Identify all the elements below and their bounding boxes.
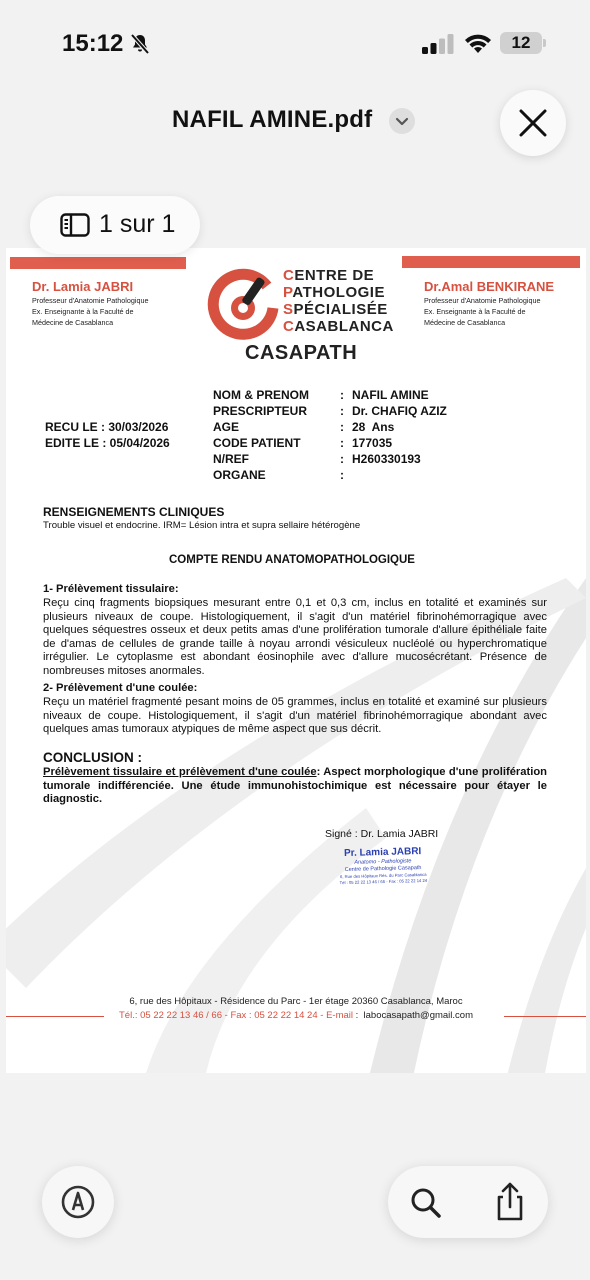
clinical-heading: RENSEIGNEMENTS CLINIQUES [43,505,225,519]
conclusion-heading: CONCLUSION : [43,750,142,765]
battery-cap [543,39,546,47]
stamp-phone: Tél : 05 22 22 13 46 / 66 - Fax : 05 22 22 14 24 [339,877,428,886]
patient-label-name: NOM & PRENOM [213,388,309,402]
patient-label-prescriber: PRESCRIPTEUR [213,404,308,418]
bell-slash-icon [128,32,152,56]
received-date: RECU LE : 30/03/2026 [45,420,169,434]
section1-heading: 1- Prélèvement tissulaire: [43,583,179,595]
signature-stamp [328,846,439,887]
clinical-text: Trouble visuel et endocrine. IRM= Lésion intra et supra sellaire hétérogène [43,520,361,531]
markup-icon [42,1166,114,1238]
page-indicator[interactable] [30,196,200,254]
logo-line-1: CENTRE DE [283,267,375,284]
patient-age: 28 Ans [352,420,395,434]
patient-colon: : [340,452,344,466]
pdf-page[interactable] [6,248,586,1073]
conclusion-text: Prélèvement tissulaire et prélèvement d'une coulée: Aspect morphologique d'une prolifération tumorale indifférenciée. Une étude immunohistochimique est nécessaire pour étayer le diagnostic. [43,766,547,806]
patient-colon: : [340,420,344,434]
signature-label: Signé : Dr. Lamia JABRI [325,828,439,840]
close-button[interactable] [500,90,566,156]
patient-colon: : [340,404,344,418]
report-title: COMPTE RENDU ANATOMOPATHOLOGIQUE [169,554,415,566]
patient-label-ref: N/REF [213,452,249,466]
left-doctor-title-2: Ex. Enseignante à la Faculté de [32,307,134,316]
patient-ref: H260330193 [352,452,421,466]
document-title[interactable]: NAFIL AMINE.pdf [172,106,373,133]
patient-prescriber: Dr. CHAFIQ AZIZ [352,404,447,418]
patient-code: 177035 [352,436,393,450]
logo-line-4: CASABLANCA [283,318,394,335]
logo-line-3: SPÉCIALISÉE [283,301,388,318]
right-doctor-name: Dr.Amal BENKIRANE [424,279,555,294]
right-doctor-title: Professeur d'Anatomie Pathologique [424,296,541,305]
share-icon[interactable] [488,1180,532,1224]
right-doctor-title-3: Médecine de Casablanca [424,318,506,327]
clock: 15:12 [62,30,124,57]
title-menu-button[interactable] [389,108,415,134]
left-doctor-name: Dr. Lamia JABRI [32,279,134,294]
footer-contact: Tél.: 05 22 22 13 46 / 66 - Fax : 05 22 22 14 24 - E-mail : labocasapath@gmail.com [119,1010,473,1021]
signal-icon [422,34,454,54]
patient-label-age: AGE [213,420,240,434]
chevron-down-icon [389,108,415,134]
section2-text: Reçu un matériel fragmenté pesant moins de 05 grammes, inclus en totalité et examiné sur plusieurs niveaux de coupe. Histologiquement, il s'agit d'un matériel fibrinohémorragique abondant avec quelques amas tumoraux atypiques de même aspect que sus décrit. [43,696,547,736]
markup-button[interactable] [42,1166,114,1238]
stamp-address: 6, Rue des Hôpitaux Rés. du Parc Casablanca [339,871,427,880]
left-header-bar [10,257,186,269]
sidebar-icon [60,213,90,237]
section1-text: Reçu cinq fragments biopsiques mesurant entre 0,1 et 0,3 cm, inclus en totalité et examinés sur plusieurs niveaux de coupe. Histologiquement, il s'agit d'un matériel fibrinohémorragique avec quelques séquestres osseux et deux petits amas d'une prolifération tumorale d'allure épithéliale faite de d'amas de cellules de grande taille à noyau arrondi vésiculeux nucléolé ou hyperchromatique irrégulier. Le cytoplasme est abondant éosinophile avec d'allure mucosécrétant. Présence de nombreuses mitoses anormales. [43,597,547,677]
page-indicator-label: 1 sur 1 [99,210,176,238]
casapath-logo-icon [207,268,279,340]
left-doctor-title-3: Médecine de Casablanca [32,318,114,327]
logo-line-2: PATHOLOGIE [283,284,385,301]
edited-date: EDITE LE : 05/04/2026 [45,436,170,450]
stamp-center: Centre de Pathologie Casapath [344,864,422,874]
battery-indicator: 12 [500,32,542,54]
stamp-name: Pr. Lamia JABRI [343,845,422,860]
wifi-icon [464,32,492,54]
stamp-title: Anatomo - Pathologiste [354,858,412,866]
patient-colon: : [340,468,344,482]
footer-address: 6, rue des Hôpitaux - Résidence du Parc - 1er étage 20360 Casablanca, Maroc [129,996,463,1007]
right-doctor-title-2: Ex. Enseignante à la Faculté de [424,307,526,316]
patient-label-code: CODE PATIENT [213,436,301,450]
patient-colon: : [340,436,344,450]
left-doctor-title: Professeur d'Anatomie Pathologique [32,296,149,305]
patient-name: NAFIL AMINE [352,388,429,402]
right-header-bar [402,256,580,268]
brand-name: CASAPATH [245,342,358,364]
search-icon[interactable] [406,1183,446,1223]
bottom-toolbar [388,1166,548,1238]
section2-heading: 2- Prélèvement d'une coulée: [43,682,198,694]
status-bar [0,0,590,80]
patient-label-organ: ORGANE [213,468,266,482]
patient-colon: : [340,388,344,402]
close-icon [500,90,566,156]
